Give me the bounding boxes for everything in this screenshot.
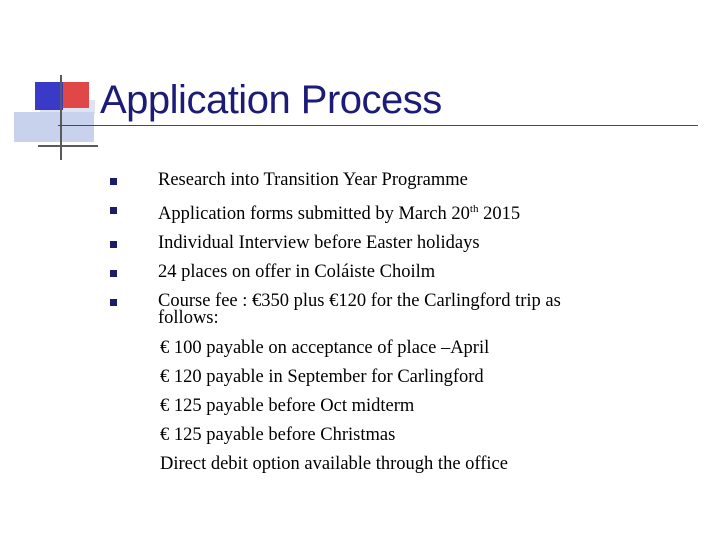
bullet-icon <box>110 241 117 248</box>
bullet-icon <box>110 270 117 277</box>
fee-item: € 125 payable before Oct midterm <box>160 396 415 416</box>
decor-line <box>60 75 62 160</box>
bullet-text: 24 places on offer in Coláiste Choilm <box>158 262 436 283</box>
decor-square <box>63 82 89 108</box>
bullet-icon <box>110 178 117 185</box>
bullet-item <box>150 229 561 258</box>
bullet-list <box>150 166 561 330</box>
fee-item: € 100 payable on acceptance of place –April <box>160 338 490 358</box>
fee-item: € 120 payable in September for Carlingford <box>160 367 484 387</box>
title-underline <box>58 125 698 126</box>
bullet-text-after: 2015 <box>478 204 521 225</box>
decor-square <box>35 82 63 110</box>
bullet-text: Research into Transition Year Programme <box>158 170 468 190</box>
bullet-superscript: th <box>469 203 479 215</box>
bullet-item <box>150 287 561 329</box>
fee-item: € 125 payable before Christmas <box>160 425 396 445</box>
bullet-text: Course fee : €350 plus €120 for the Carlingford trip as <box>158 291 561 312</box>
decor-square <box>14 112 54 142</box>
bullet-item <box>150 258 561 287</box>
bullet-item <box>150 195 561 229</box>
fee-schedule-list <box>160 334 508 479</box>
decor-line <box>38 145 98 147</box>
bullet-text: Individual Interview before Easter holidays <box>158 233 480 254</box>
bullet-continuation: follows: <box>158 308 219 329</box>
bullet-icon <box>110 207 117 214</box>
bullet-text: Application forms submitted by March 20 <box>158 204 470 225</box>
bullet-item <box>150 166 561 195</box>
fee-item: Direct debit option available through the office <box>160 454 508 474</box>
slide-title: Application Process <box>100 78 442 122</box>
bullet-icon <box>110 299 117 306</box>
